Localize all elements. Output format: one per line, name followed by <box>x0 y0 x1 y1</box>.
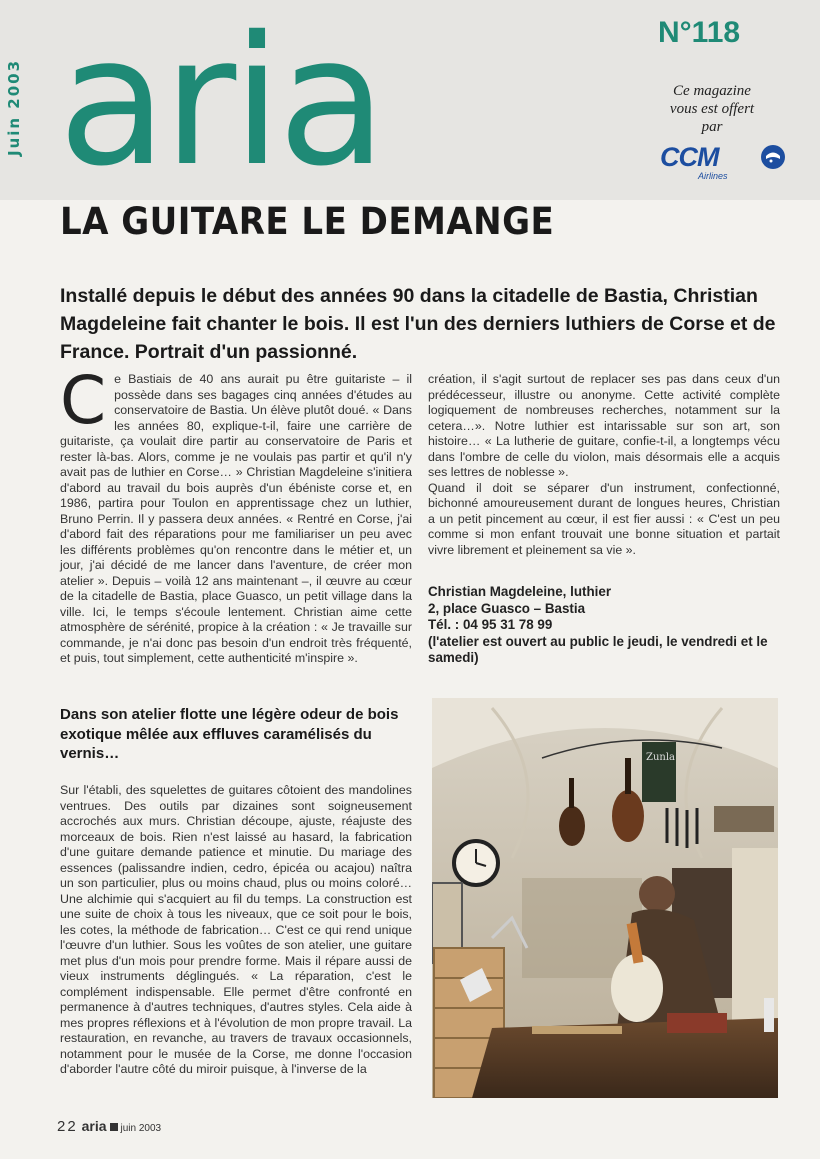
contact-name: Christian Magdeleine, luthier <box>428 584 612 599</box>
luthier-workshop-photo <box>432 698 778 1098</box>
ccm-logo-text: CCM <box>660 142 719 172</box>
article-column-2 <box>428 372 780 558</box>
column-1-body: e Bastiais de 40 ans aurait pu être guitariste – il possède dans ses bagages cinq années d'études au conservatoire de Bastia. Un élève plutôt doué. « Dans les années 80, explique-t-il, faire une carrière de guitariste, ça voulait dire partir au conservatoire de Paris et rester là-bas. Alors, comme je ne voulais pas partir et qu'il n'y avait pas de luthier en Corse… » Christian Magdeleine s'initiera d'abord au travail du bois auprès d'un ébéniste corse et, en 1986, partira pour Toulon en apprentissage chez un luthier, Bruno Perrin. Il y passera deux années. « Rentré en Corse, j'ai d'abord fait des réparations pour me familiariser un peu avec les différents problèmes qu'on rencontre dans le métier et, un jour, j'ai décidé de me lancer dans l'aventure, de créer mon atelier ». Depuis – voilà 12 ans maintenant –, il œuvre au cœur de la citadelle de Bastia, place Guasco, un petit village dans la ville. Ici, le temps s'écoule lentement. Christian aime cette atmosphère de sérénité, propice à la création : « Je travaille sur commande, je n'ai donc pas besoin d'un endroit très fréquenté, et puis, tout simplement, cette authenticité m'inspire ». <box>60 372 412 665</box>
page-footer <box>57 1118 161 1135</box>
drop-cap: C <box>60 362 107 439</box>
column-1-lower-body: Sur l'établi, des squelettes de guitares côtoient des mandolines ventrues. Des outils par dizaines sont soigneusement accrochés aux murs. Christian découpe, ajuste, réajuste des morceaux de bois. Rien n'est laissé au hasard, la fabrication d'une guitare demande patience et minutie. Du mariage des essences (palissandre indien, cedro, épicéa ou acajou) naîtra un son particulier, plus ou moins chaud, plus ou moins coloré… Une alchimie qui s'acquiert au fil du temps. La construction est une suite de choix à tous les niveaux, que ce soit pour le bois, les cotes, la méthode de fabrication… C'est ce qui rend unique l'œuvre d'un luthier. Sous les voûtes de son atelier, une guitare met plus d'un mois pour prendre forme. Mais il répare aussi de vieux instruments déglingués. « La réparation, c'est le complément indispensable. Elle permet d'être confronté en permanence à d'autres techniques, d'autres styles. Cela aide à mes propres réflexions et à l'évolution de mon propre travail. La restauration, en revanche, au travers de travaux occasionnels, notamment pour le musée de la Corse, me donne l'occasion d'aborder l'autre côté du miroir puisque, à l'inverse de la <box>60 783 412 1076</box>
workshop-sign-text: Zunla <box>646 752 675 763</box>
aria-logo: aria <box>58 0 383 205</box>
luthier-head <box>639 876 675 912</box>
footer-square-icon <box>110 1123 118 1131</box>
offer-line-3: par <box>701 119 723 135</box>
column-2-paragraph-2: Quand il doit se séparer d'un instrument, confectionné, bichonné amoureusement durant de longues heures, Christian a un petit pincement au cœur, il est fier aussi : « C'est un peu comme si mon enfant trouvait une bonne situation et partait vivre librement et pleinement sa vie ». <box>428 480 780 557</box>
contact-info <box>428 584 788 667</box>
masthead <box>0 0 820 205</box>
workshop-illustration <box>432 698 778 1098</box>
vertical-issue-date: Juin 2003 <box>5 58 23 157</box>
workshop-sign <box>642 742 676 802</box>
footer-magazine-name: aria <box>81 1118 107 1134</box>
article-column-1 <box>60 362 412 667</box>
ccm-logo-subtext: Airlines <box>698 171 728 181</box>
contact-hours: (l'atelier est ouvert au public le jeudi, le vendredi et le samedi) <box>428 633 768 665</box>
offer-line-1: Ce magazine <box>673 83 751 99</box>
workbench <box>472 1018 778 1098</box>
mandolin-icon <box>611 954 663 1022</box>
article-subhead: Dans son atelier flotte une légère odeur de bois exotique mêlée aux effluves caramélisés du vernis… <box>60 706 399 762</box>
contact-phone: Tél. : 04 95 31 78 99 <box>428 617 553 632</box>
page-number: 22 <box>57 1118 78 1135</box>
footer-date: juin 2003 <box>120 1123 162 1134</box>
moor-head-icon <box>760 144 786 170</box>
article-headline: LA GUITARE LE DEMANGE <box>60 200 555 243</box>
violin-icon <box>559 806 585 846</box>
sponsor-offer-text <box>632 82 792 136</box>
offer-line-2: vous est offert <box>669 101 755 117</box>
issue-number: N°118 <box>658 16 741 49</box>
article-standfirst: Installé depuis le début des années 90 dans la citadelle de Bastia, Christian Magdeleine fait chanter le bois. Il est l'un des derniers luthiers de Corse et de France. Portrait d'un passionné. <box>60 285 776 363</box>
contact-address: 2, place Guasco – Bastia <box>428 600 586 616</box>
column-2-paragraph-1: création, il s'agit surtout de replacer ses pas dans ceux d'un prédécesseur, illustre ou anonyme. Cette activité complète logiquement de nombreuses recherches, notamment sur la cetera…». Notre luthier est intarissable sur son art, son histoire… « La lutherie de guitare, confie-t-il, a longtemps vécu dans l'ombre de celle du violon, mais désormais elle a acquis ses lettres de noblesse ». <box>428 372 780 479</box>
article-column-1-lower <box>60 783 412 1078</box>
ccm-airlines-logo <box>660 142 795 186</box>
violin-icon <box>612 790 644 842</box>
